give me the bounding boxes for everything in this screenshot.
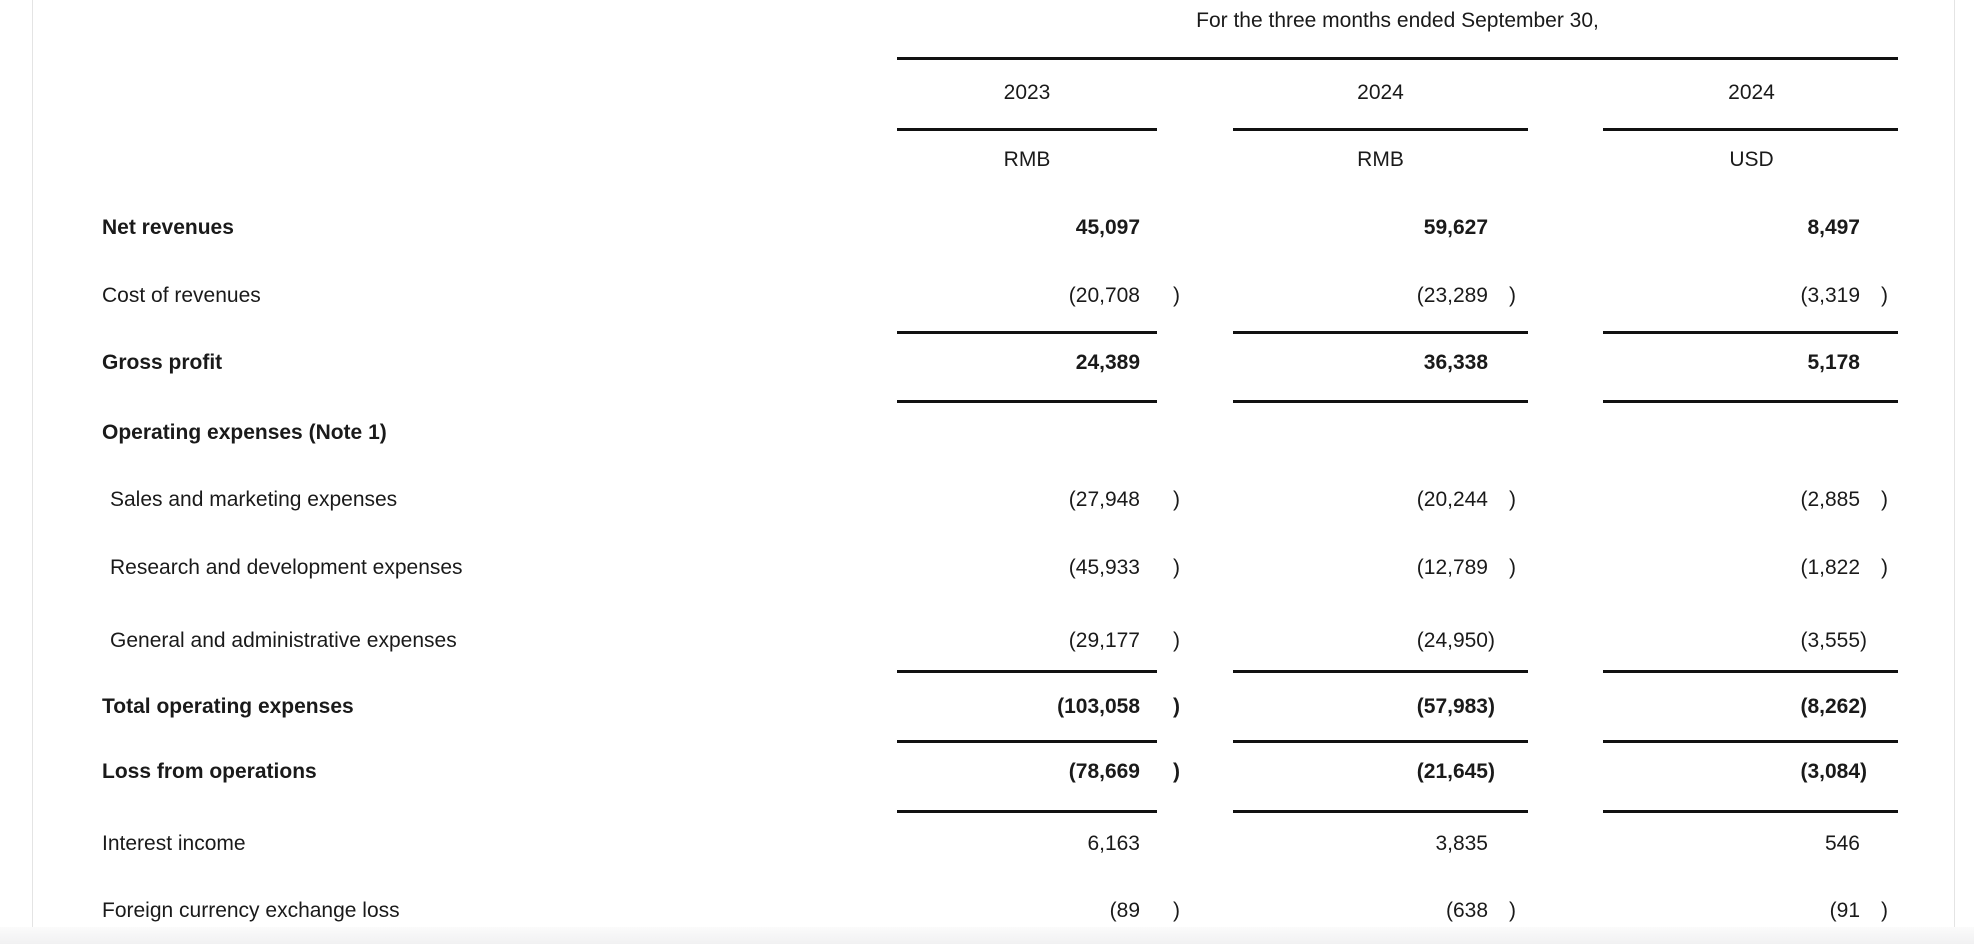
- value-number: (78,669: [1068, 760, 1140, 783]
- value-cell: [1233, 759, 1516, 785]
- value-paren: ): [1488, 695, 1495, 718]
- subtotal-rule-col1: [897, 331, 1157, 334]
- value-number: (21,645: [1416, 760, 1488, 783]
- subtotal-rule-col3: [1603, 400, 1898, 403]
- value-cell: [897, 350, 1180, 376]
- value-paren: ): [1881, 556, 1888, 579]
- value-number: (8,262: [1800, 695, 1860, 718]
- value-number: (3,319: [1800, 284, 1860, 307]
- value-paren: [1860, 350, 1888, 376]
- value-paren: [1860, 831, 1888, 857]
- subtotal-rule-col3: [1603, 740, 1898, 743]
- value-cell: [1603, 350, 1888, 376]
- value-number: (89: [1109, 899, 1140, 922]
- row-label: Research and development expenses: [110, 556, 463, 579]
- value-number: (45,933: [1068, 556, 1140, 579]
- value-number: (20,708: [1068, 284, 1140, 307]
- row-label: Total operating expenses: [102, 695, 354, 718]
- value-cell: [1603, 898, 1888, 924]
- value-paren: ): [1488, 629, 1495, 652]
- value-number: (20,244: [1416, 488, 1488, 511]
- value-number: (29,177: [1068, 629, 1140, 652]
- value-number: 24,389: [1075, 351, 1140, 374]
- value-cell: [897, 283, 1180, 309]
- value-paren: ): [1860, 760, 1867, 783]
- value-number: 6,163: [1087, 832, 1140, 855]
- subtotal-rule-col3: [1603, 670, 1898, 673]
- value-paren: ): [1488, 760, 1495, 783]
- value-number: 546: [1824, 832, 1860, 855]
- value-paren: [1488, 350, 1516, 376]
- value-cell: [1603, 831, 1888, 857]
- year-rule-col1: [897, 128, 1157, 131]
- value-cell: [1233, 215, 1516, 241]
- value-paren: [1860, 215, 1888, 241]
- row-label: Cost of revenues: [102, 284, 261, 307]
- row-label: Operating expenses (Note 1): [102, 421, 387, 444]
- value-paren: [1140, 831, 1180, 857]
- value-cell: [1603, 628, 1888, 654]
- value-cell: [1233, 350, 1516, 376]
- value-number: 59,627: [1423, 216, 1488, 239]
- subtotal-rule-col2: [1233, 400, 1528, 403]
- subtotal-rule-col3: [1603, 331, 1898, 334]
- value-paren: ): [1173, 629, 1180, 652]
- page-left-border: [32, 0, 33, 944]
- value-cell: [1603, 487, 1888, 513]
- value-paren: ): [1509, 284, 1516, 307]
- value-cell: [897, 628, 1180, 654]
- page-bottom-band: [0, 927, 1974, 944]
- value-number: 5,178: [1807, 351, 1860, 374]
- value-cell: [1233, 898, 1516, 924]
- row-label: Gross profit: [102, 351, 223, 374]
- year-rule-col3: [1603, 128, 1898, 131]
- value-number: (12,789: [1416, 556, 1488, 579]
- col-year-2023: 2023: [1003, 81, 1051, 104]
- value-paren: [1488, 831, 1516, 857]
- row-label: Net revenues: [102, 216, 234, 239]
- row-label: General and administrative expenses: [110, 629, 457, 652]
- value-number: (103,058: [1057, 695, 1140, 718]
- col-year-2024-usd: 2024: [1728, 81, 1775, 104]
- row-label: Interest income: [102, 832, 246, 855]
- year-rule-col2: [1233, 128, 1528, 131]
- value-cell: [897, 555, 1180, 581]
- value-paren: ): [1860, 695, 1867, 718]
- value-cell: [1603, 283, 1888, 309]
- value-paren: ): [1881, 284, 1888, 307]
- value-paren: ): [1173, 760, 1180, 783]
- value-cell: [1603, 694, 1888, 720]
- col-year-2024-rmb: 2024: [1357, 81, 1404, 104]
- value-number: 45,097: [1075, 216, 1140, 239]
- value-paren: ): [1509, 488, 1516, 511]
- value-cell: [897, 898, 1180, 924]
- row-label: Foreign currency exchange loss: [102, 899, 400, 922]
- value-paren: ): [1173, 899, 1180, 922]
- value-paren: ): [1509, 899, 1516, 922]
- value-number: 8,497: [1807, 216, 1860, 239]
- value-number: (1,822: [1800, 556, 1860, 579]
- value-cell: [1603, 759, 1888, 785]
- value-number: (91: [1829, 899, 1860, 922]
- value-cell: [1233, 283, 1516, 309]
- subtotal-rule-col2: [1233, 740, 1528, 743]
- subtotal-rule-col2: [1233, 331, 1528, 334]
- value-cell: [1233, 628, 1516, 654]
- value-number: (24,950: [1416, 629, 1488, 652]
- subtotal-rule-col2: [1233, 670, 1528, 673]
- value-cell: [897, 487, 1180, 513]
- value-paren: ): [1173, 695, 1180, 718]
- value-cell: [1603, 555, 1888, 581]
- subtotal-rule-col1: [897, 740, 1157, 743]
- value-cell: [897, 759, 1180, 785]
- page-right-border: [1954, 0, 1955, 944]
- value-paren: [1488, 215, 1516, 241]
- value-paren: ): [1173, 556, 1180, 579]
- row-label: Loss from operations: [102, 760, 317, 783]
- value-paren: ): [1881, 899, 1888, 922]
- col-currency-usd: USD: [1729, 148, 1774, 171]
- value-number: (638: [1445, 899, 1488, 922]
- subtotal-rule-col1: [897, 400, 1157, 403]
- subtotal-rule-col2: [1233, 810, 1528, 813]
- value-number: (23,289: [1416, 284, 1488, 307]
- value-cell: [1603, 215, 1888, 241]
- value-cell: [897, 694, 1180, 720]
- value-paren: [1140, 215, 1180, 241]
- value-paren: ): [1509, 556, 1516, 579]
- subtotal-rule-col1: [897, 670, 1157, 673]
- period-spanner: For the three months ended September 30,: [1196, 9, 1599, 32]
- col-currency-rmb-1: RMB: [1003, 148, 1051, 171]
- value-paren: ): [1881, 488, 1888, 511]
- value-cell: [1233, 555, 1516, 581]
- value-number: (3,084: [1800, 760, 1860, 783]
- value-cell: [897, 831, 1180, 857]
- value-number: (27,948: [1068, 488, 1140, 511]
- subtotal-rule-col1: [897, 810, 1157, 813]
- value-number: 3,835: [1435, 832, 1488, 855]
- value-cell: [1233, 487, 1516, 513]
- value-paren: ): [1173, 488, 1180, 511]
- value-number: (3,555: [1800, 629, 1860, 652]
- row-label: Sales and marketing expenses: [110, 488, 398, 511]
- value-paren: [1140, 350, 1180, 376]
- value-cell: [1233, 831, 1516, 857]
- value-number: (57,983: [1416, 695, 1488, 718]
- value-paren: ): [1173, 284, 1180, 307]
- value-cell: [897, 215, 1180, 241]
- value-number: (2,885: [1800, 488, 1860, 511]
- value-paren: ): [1860, 629, 1867, 652]
- value-cell: [1233, 694, 1516, 720]
- value-number: 36,338: [1423, 351, 1488, 374]
- subtotal-rule-col3: [1603, 810, 1898, 813]
- col-currency-rmb-2: RMB: [1357, 148, 1404, 171]
- spanner-rule: [897, 57, 1898, 60]
